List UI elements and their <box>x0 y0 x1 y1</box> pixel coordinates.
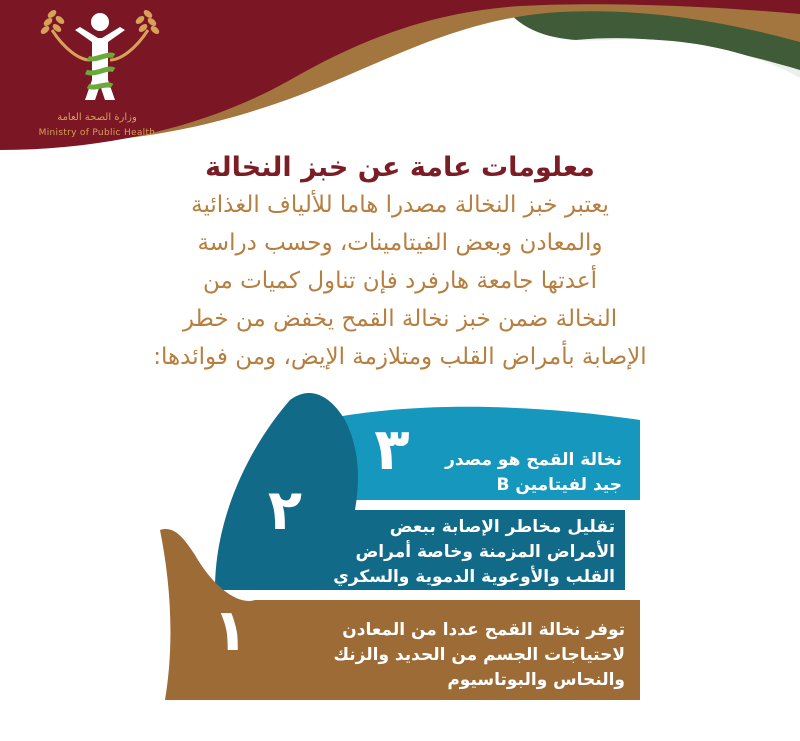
paragraph-line: يعتبر خبز النخالة مصدرا هاما للألياف الغذائية <box>191 192 609 218</box>
benefit-line: توفر نخالة القمح عددا من المعادن <box>342 620 625 640</box>
benefit-number-3: ٣ <box>374 415 410 483</box>
logo-name-ar: وزارة الصحة العامة <box>57 112 137 123</box>
paragraph-line: النخالة ضمن خبز نخالة القمح يخفض من خطر <box>182 306 618 332</box>
benefit-1-text <box>333 618 625 693</box>
benefit-line: نخالة القمح هو مصدر <box>445 450 622 470</box>
paragraph-line: أعدتها جامعة هارفرد فإن تناول كميات من <box>203 268 597 294</box>
benefit-line: لاحتياجات الجسم من الحديد والزنك <box>333 645 625 665</box>
wheat-figure-icon <box>30 0 170 115</box>
benefit-number-2: ٢ <box>267 478 303 543</box>
intro-paragraph <box>90 186 710 376</box>
benefit-3-text <box>445 448 622 498</box>
benefit-number-1: ١ <box>212 596 249 664</box>
benefit-line: القلب والأوعوية الدموية والسكري <box>333 567 615 587</box>
logo-name-en: Ministry of Public Health <box>38 128 156 138</box>
benefit-line: جيد لفيتامين B <box>496 475 622 495</box>
paragraph-line: والمعادن وبعض الفيتامينات، وحسب دراسة <box>197 230 603 256</box>
benefit-line: والنحاس والبوتاسيوم <box>447 670 625 690</box>
logo <box>30 0 170 115</box>
paragraph-line: الإصابة بأمراض القلب ومتلازمة الإيض، ومن فوائدها: <box>153 344 647 370</box>
benefit-2-text <box>333 515 615 590</box>
benefit-line: تقليل مخاطر الإصابة ببعض <box>389 517 615 537</box>
page-title: معلومات عامة عن خبز النخالة <box>205 152 595 183</box>
benefit-line: الأمراض المزمنة وخاصة أمراض <box>355 542 615 562</box>
